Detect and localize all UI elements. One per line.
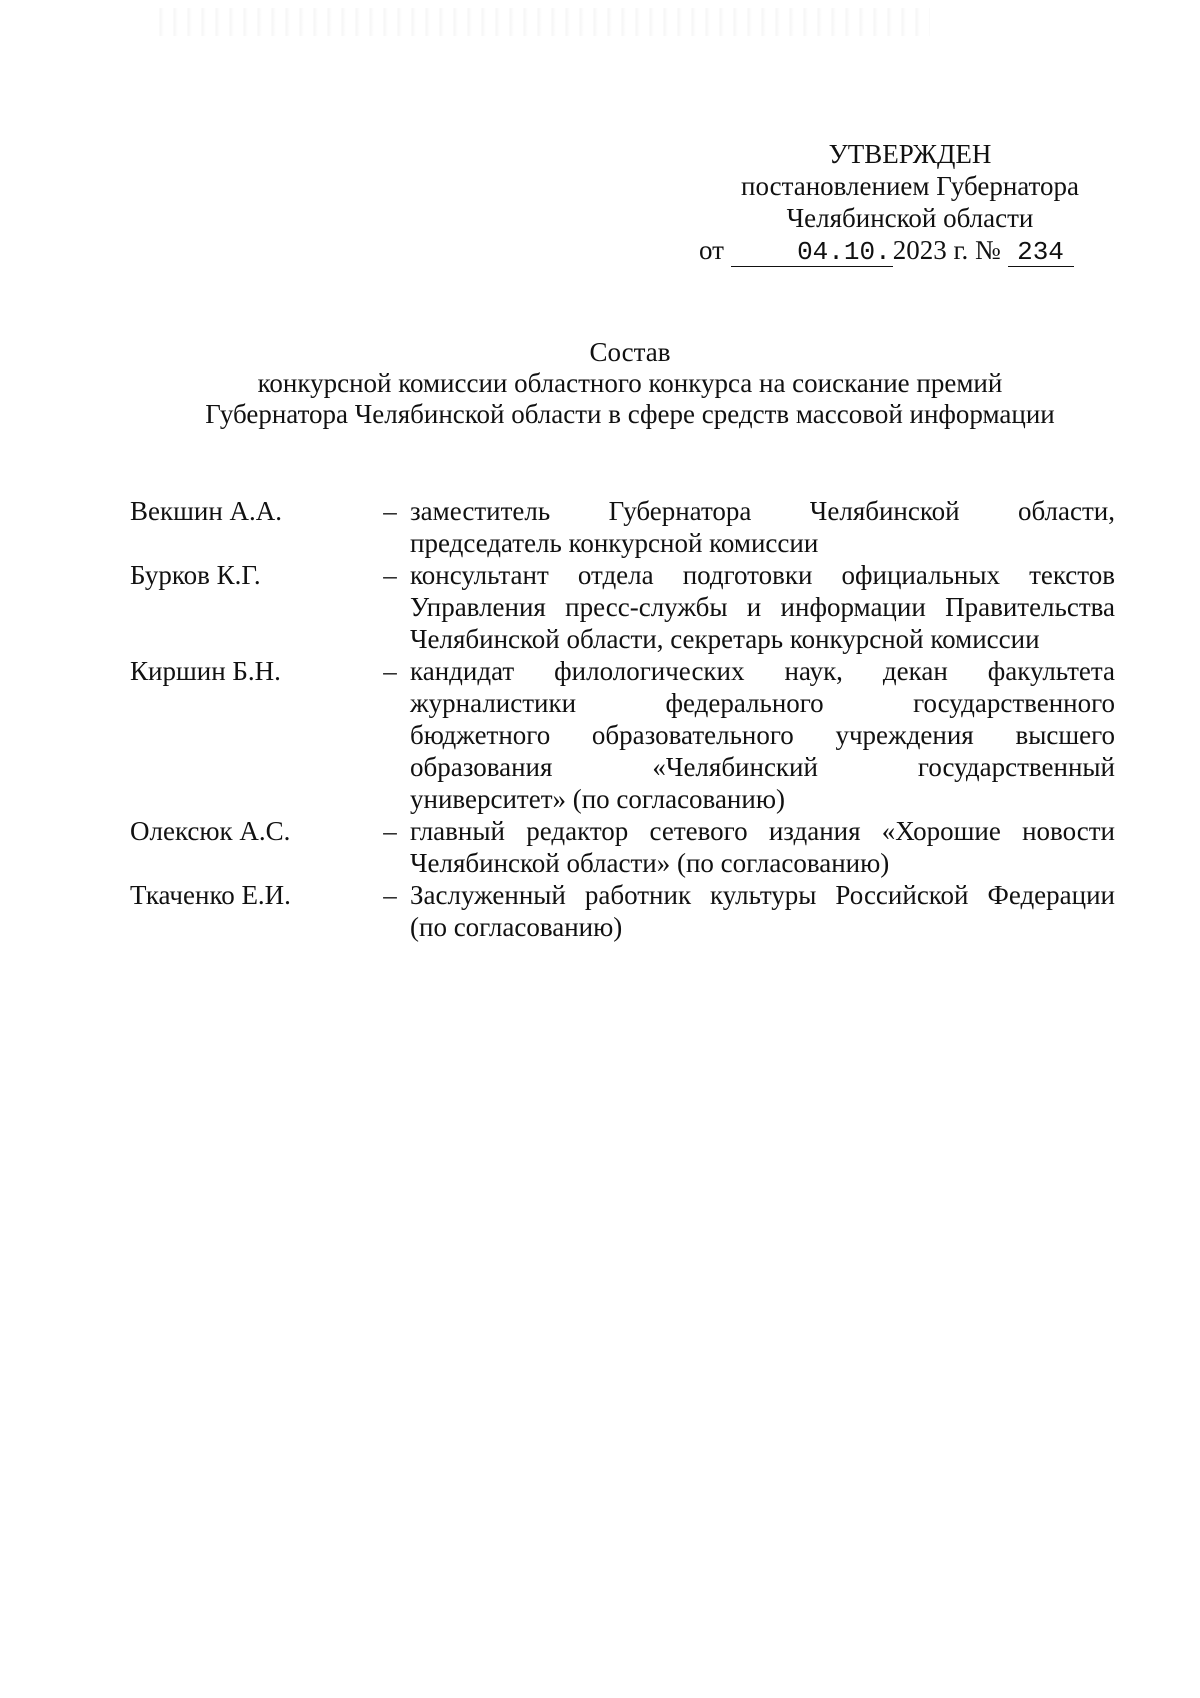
member-row [130,815,1115,879]
member-name: Олексюк А.С. [130,816,291,846]
member-description [410,879,1115,943]
approval-decree-line: постановлением Губернатора [741,171,1079,201]
member-description [410,655,1115,815]
heading-subtitle-1: конкурсной комиссии областного конкурса на соискание премий [257,368,1003,398]
member-dash: – [383,816,397,846]
member-dash: – [383,496,397,526]
member-description-line: бюджетного образовательного учреждения высшего [410,720,1115,750]
member-description-line: образования «Челябинский государственный [410,752,1115,782]
member-description-line: Заслуженный работник культуры Российской Федерации [410,880,1115,910]
member-row [130,495,1115,559]
member-description-line: университет» (по согласованию) [410,784,785,814]
member-description-line: Челябинской области, секретарь конкурсной комиссии [410,624,1040,654]
member-description-line: (по согласованию) [410,912,623,942]
member-description-line: Челябинской области» (по согласованию) [410,848,890,878]
approval-region-line: Челябинской области [786,203,1034,233]
document-heading [150,337,1110,430]
scan-artifact [150,8,930,36]
member-description-line: председатель конкурсной комиссии [410,528,819,558]
member-description-line: кандидат филологических наук, декан факультета [410,656,1115,686]
heading-subtitle-2: Губернатора Челябинской области в сфере средств массовой информации [205,399,1055,429]
member-row [130,655,1115,815]
member-dash: – [383,560,397,590]
member-name: Ткаченко Е.И. [130,880,291,910]
approval-title: УТВЕРЖДЕН [828,139,992,169]
member-description-line: журналистики федерального государственного [410,688,1115,718]
member-description [410,559,1115,655]
member-description [410,815,1115,879]
member-row [130,559,1115,655]
member-name: Киршин Б.Н. [130,656,281,686]
member-description-line: заместитель Губернатора Челябинской области, [410,496,1115,526]
member-dash: – [383,656,397,686]
commission-members-list [130,495,1115,943]
member-name: Бурков К.Г. [130,560,261,590]
approval-stamp [700,138,1120,267]
member-description-line: главный редактор сетевого издания «Хорошие новости [410,816,1115,846]
member-description-line: консультант отдела подготовки официальных текстов [410,560,1115,590]
member-row [130,879,1115,943]
member-name: Векшин А.А. [130,496,283,526]
approval-date-line [699,234,1120,267]
decree-number: 234 [1008,238,1074,267]
member-dash: – [383,880,397,910]
date-prefix: от [699,235,724,265]
member-description-line: Управления пресс-службы и информации Правительства [410,592,1115,622]
date-value: 04.10. [731,238,893,267]
year-and-number-label: 2023 г. № [892,235,1001,265]
heading-title: Состав [589,337,671,367]
member-description [410,495,1115,559]
